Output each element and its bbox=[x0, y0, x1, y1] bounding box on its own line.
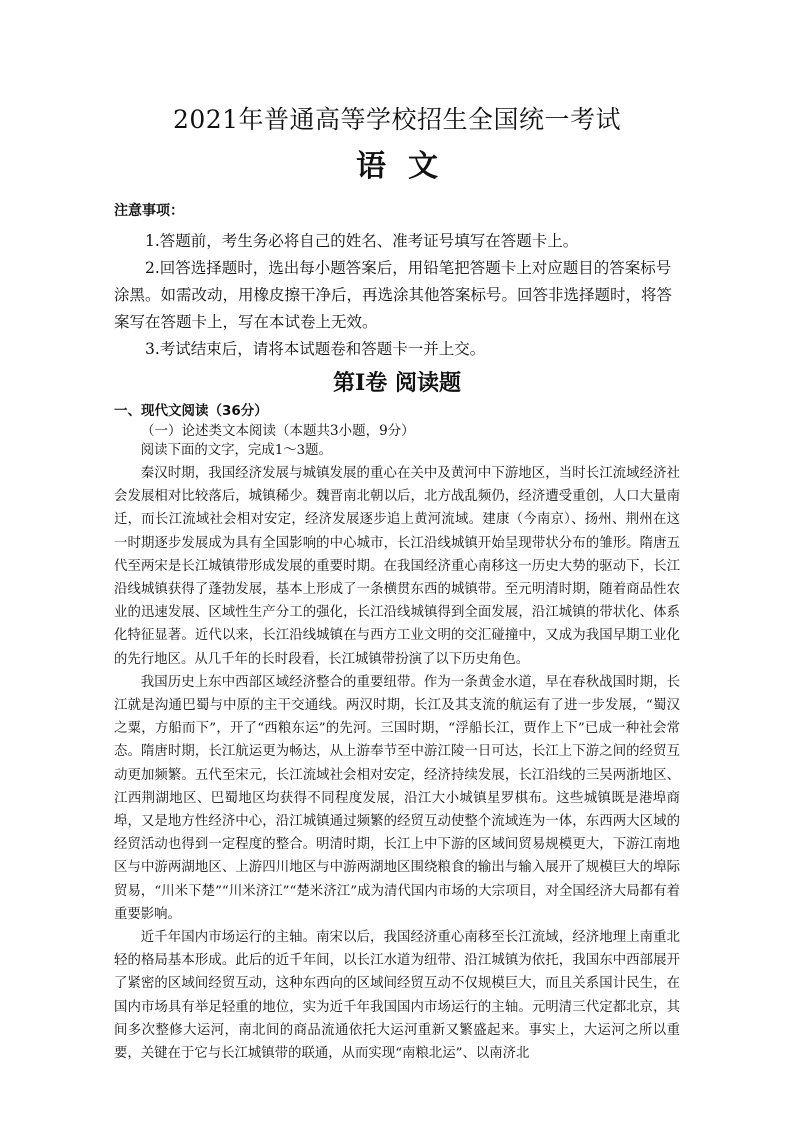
part-heading: 一、现代文阅读（36分） bbox=[114, 403, 268, 419]
section-title: 第Ⅰ卷 阅读题 bbox=[333, 370, 461, 396]
notice-item: 1.答题前，考生务必将自己的姓名、准考证号填写在答题卡上。 bbox=[145, 232, 579, 250]
subpart-heading: （一）论述类文本阅读（本题共3小题，9分） bbox=[141, 423, 415, 439]
reading-passage bbox=[114, 441, 680, 1065]
reading-instruction: 阅读下面的文字，完成1～3题。 bbox=[140, 443, 332, 458]
passage-paragraph: 近千年国内市场运行的主轴。南宋以后，我国经济重心南移至长江流域，经济地理上南重北轻的格局基本形成。此后的近千年间，以长江水道为纽带、沿江城镇为依托，我国东中西部展开了紧密的区域间经贸互动，这种东西向的区域间经贸互动不仅规模巨大，而且关系国计民生，在国内市场具有举足轻重的地位，实为近千年我国国内市场运行的主轴。元明清三代定都北京，其间多次整修大运河，南北间的商品流通依托大运河重新又繁盛起来。事实上，大运河之所以重要，关键在于它与长江城镇带的联通，从而实现“南粮北运”、以南济北 bbox=[114, 930, 680, 1062]
notice-heading: 注意事项： bbox=[114, 203, 184, 219]
passage-paragraph: 我国历史上东中西部区域经济整合的重要纽带。作为一条黄金水道，早在春秋战国时期，长江就是沟通巴蜀与中原的主干交通线。两汉时期，长江及其支流的航运有了进一步发展，“蜀汉之粟，方船而下”，开了“西粮东运”的先河。三国时期，“浮船长江，贾作上下”已成一种社会常态。隋唐时期，长江航运更为畅达，从上游奉节至中游江陵一日可达，长江上下游之间的经贸互动更加频繁。五代至宋元，长江流域社会相对安定，经济持续发展，长江沿线的三吴两浙地区、江西荆湖地区、巴蜀地区均获得不同程度发展，沿江大小城镇星罗棋布。这些城镇既是港埠商埠，又是地方性经济中心，沿江城镇通过频繁的经贸互动使整个流域连为一体，东西两大区域的经贸活动也得到一定程度的整合。明清时期，长江上中下游的区域间贸易规模更大，下游江南地区与中游两湖地区、上游四川地区与中游两湖地区围绕粮食的输出与输入展开了规模巨大的埠际贸易，“川米下楚”“川米济江”“楚米济江”成为清代国内市场的大宗项目，对全国经济大局都有着重要影响。 bbox=[114, 674, 680, 922]
notice-section bbox=[114, 200, 680, 363]
notice-item: 2.回答选择题时，选出每小题答案后，用铅笔把答题卡上对应题目的答案标号涂黑。如需改动，用橡皮擦干净后，再选涂其他答案标号。回答非选择题时，将答案写在答题卡上，写在本试卷上无效。 bbox=[114, 259, 673, 331]
subject-title: 语文 bbox=[356, 149, 460, 184]
passage-paragraph: 秦汉时期，我国经济发展与城镇发展的重心在关中及黄河中下游地区，当时长江流域经济社会发展相对比较落后，城镇稀少。魏晋南北朝以后，北方战乱频仍，经济遭受重创，人口大量南迁，而长江流域社会相对安定，经济发展逐步追上黄河流域。建康（今南京）、扬州、荆州在这一时期逐步发展成为具有全国影响的中心城市，长江沿线城镇开始呈现带状分布的雏形。隋唐五代至两宋是长江城镇带形成发展的重要时期。在我国经济重心南移这一历史大势的驱动下，长江沿线城镇获得了蓬勃发展，基本上形成了一条横贯东西的城镇带。至元明清时期，随着商品性农业的迅速发展、区域性生产分工的强化，长江沿线城镇得到全面发展，沿江城镇的带状化、体系化特征显著。近代以来，长江沿线城镇在与西方工业文明的交汇碰撞中，又成为我国早期工业化的先行地区。从几千年的长时段看，长江城镇带扮演了以下历史角色。 bbox=[114, 466, 680, 667]
exam-title: 2021年普通高等学校招生全国统一考试 bbox=[172, 105, 622, 134]
notice-item: 3.考试结束后，请将本试题卷和答题卡一并上交。 bbox=[145, 340, 486, 358]
